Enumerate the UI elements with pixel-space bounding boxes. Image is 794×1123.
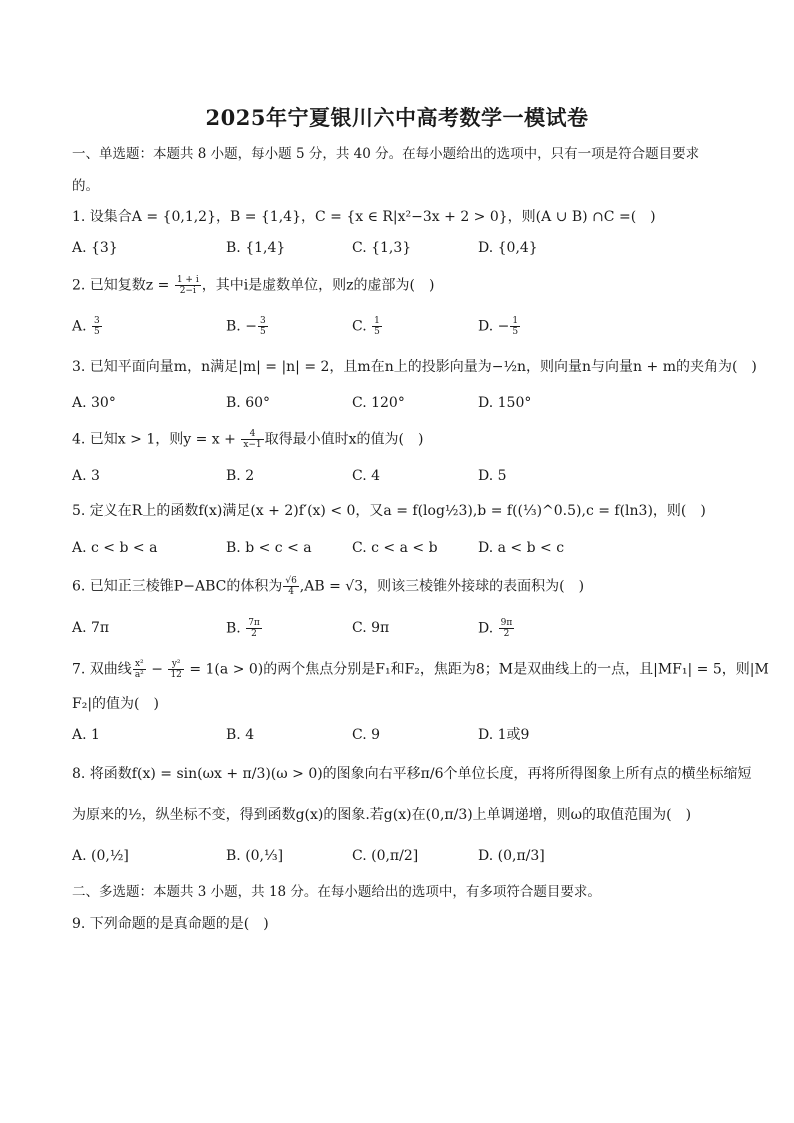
question-4-option-b[interactable]: B. 2 — [226, 468, 255, 484]
question-6-option-c[interactable]: C. 9π — [352, 620, 390, 636]
question-7-option-c[interactable]: C. 9 — [352, 727, 381, 743]
fraction-numerator: √6 — [285, 576, 297, 586]
question-5-option-a[interactable]: A. c < b < a — [72, 540, 158, 556]
option-fraction — [372, 316, 382, 337]
question-2-stem — [72, 275, 434, 296]
option-fraction — [92, 316, 102, 337]
fraction-numerator: 4 — [241, 429, 263, 440]
question-7-fraction-2 — [168, 659, 183, 680]
question-6-stem-end: ,AB = √3，则该三棱锥外接球的表面积为( ) — [299, 578, 585, 595]
question-8-option-c[interactable]: C. (0,π/2] — [352, 848, 419, 864]
question-7-stem-line-2: F₂|的值为( ) — [72, 696, 159, 712]
fraction-denominator: x−1 — [243, 440, 262, 450]
question-2-option-c[interactable] — [352, 316, 383, 337]
option-label: B. — [226, 318, 246, 335]
question-7-stem-start: 7. 双曲线 — [72, 661, 132, 678]
fraction-numerator: 3 — [259, 316, 266, 326]
option-fraction — [258, 316, 268, 337]
fraction-numerator: 9π — [500, 618, 513, 628]
question-3-option-d[interactable]: D. 150° — [478, 395, 532, 411]
question-2-stem-end: ，其中i是虚数单位，则z的虚部为( ) — [201, 277, 435, 294]
question-4-stem-end: 取得最小值时x的值为( ) — [264, 431, 424, 448]
fraction-numerator: x² — [133, 659, 146, 670]
question-2-option-b[interactable] — [226, 316, 269, 337]
question-5-option-b[interactable]: B. b < c < a — [226, 540, 312, 556]
fraction-denominator: 2 — [251, 629, 257, 639]
question-2-option-d[interactable] — [478, 316, 521, 337]
fraction-numerator: 7π — [248, 618, 260, 628]
section-1-header-line-1: 一、单选题：本题共 8 小题，每小题 5 分，共 40 分。在每小题给出的选项中，只有一项是符合题目要求 — [72, 146, 700, 162]
question-6-stem-start: 6. 已知正三棱锥P−ABC的体积为 — [72, 578, 283, 595]
fraction-numerator: 1 + i — [176, 275, 199, 285]
fraction-denominator: 5 — [374, 327, 380, 337]
fraction-numerator: 1 — [512, 316, 519, 326]
option-fraction — [499, 618, 515, 639]
question-4-option-c[interactable]: C. 4 — [352, 468, 381, 484]
option-label: B. — [226, 620, 246, 637]
option-label: D. — [478, 318, 498, 335]
question-3-stem: 3. 已知平面向量m，n满足|m| = |n| = 2，且m在n上的投影向量为−½n，则向量n与向量n + m的夹角为( ) — [72, 359, 757, 375]
question-6-fraction — [283, 576, 298, 597]
question-6-option-b[interactable] — [226, 618, 263, 639]
question-7-fraction-1 — [133, 659, 146, 680]
question-2-stem-start: 2. 已知复数z = — [72, 277, 174, 294]
fraction-denominator: 2−i — [179, 286, 196, 296]
question-3-option-a[interactable]: A. 30° — [72, 395, 116, 411]
option-fraction — [510, 316, 520, 337]
question-6-option-d[interactable] — [478, 618, 515, 639]
question-4-stem-start: 4. 已知x > 1，则y = x + — [72, 431, 241, 448]
option-fraction — [246, 618, 262, 639]
question-1-stem: 1. 设集合A = {0,1,2}，B = {1,4}，C = {x ∈ R|x²−3x + 2 > 0}，则(A ∪ B) ∩C =( ) — [72, 209, 656, 225]
question-3-option-c[interactable]: C. 120° — [352, 395, 405, 411]
question-7-option-b[interactable]: B. 4 — [226, 727, 255, 743]
question-1-option-a[interactable]: A. {3} — [72, 240, 118, 256]
question-5-option-d[interactable]: D. a < b < c — [478, 540, 565, 556]
question-7-stem-end: = 1(a > 0)的两个焦点分别是F₁和F₂，焦距为8；M是双曲线上的一点，且|MF₁| = 5，则|M — [184, 661, 769, 678]
question-1-option-d[interactable]: D. {0,4} — [478, 240, 538, 256]
question-4-stem — [72, 429, 423, 450]
fraction-numerator: 3 — [94, 316, 100, 326]
question-3-option-b[interactable]: B. 60° — [226, 395, 271, 411]
question-8-option-a[interactable]: A. (0,½] — [72, 848, 129, 864]
fraction-numerator: 1 — [374, 316, 380, 326]
section-1-header-line-2: 的。 — [72, 178, 99, 194]
question-7-option-a[interactable]: A. 1 — [72, 727, 100, 743]
question-4-fraction — [241, 429, 263, 450]
question-8-option-d[interactable]: D. (0,π/3] — [478, 848, 545, 864]
question-6-stem — [72, 576, 584, 597]
fraction-denominator: 2 — [503, 629, 510, 639]
question-2-fraction — [175, 275, 201, 296]
option-label: A. — [72, 318, 92, 335]
minus-sign: − — [146, 661, 168, 678]
question-2-option-a[interactable] — [72, 316, 103, 337]
fraction-denominator: 5 — [259, 327, 266, 337]
question-7-option-d[interactable]: D. 1或9 — [478, 727, 530, 743]
fraction-denominator: a² — [134, 670, 144, 680]
question-1-option-c[interactable]: C. {1,3} — [352, 240, 412, 256]
question-5-stem: 5. 定义在R上的函数f(x)满足(x + 2)f′(x) < 0，又a = f(log½3),b = f((⅓)^0.5),c = f(ln3)，则( ) — [72, 503, 706, 519]
option-label: D. — [478, 620, 498, 637]
question-4-option-d[interactable]: D. 5 — [478, 468, 507, 484]
question-8-option-b[interactable]: B. (0,⅓] — [226, 848, 284, 864]
question-4-option-a[interactable]: A. 3 — [72, 468, 100, 484]
fraction-numerator: y² — [168, 659, 183, 670]
question-9-stem: 9. 下列命题的是真命题的是( ) — [72, 916, 269, 932]
fraction-denominator: 4 — [288, 587, 294, 597]
section-2-header: 二、多选题：本题共 3 小题，共 18 分。在每小题给出的选项中，有多项符合题目要求。 — [72, 884, 601, 900]
question-7-stem-line-1 — [72, 659, 769, 680]
option-sign: − — [245, 318, 257, 335]
question-8-stem-line-2: 为原来的½，纵坐标不变，得到函数g(x)的图象.若g(x)在(0,π/3)上单调递增，则ω的取值范围为( ) — [72, 807, 692, 823]
question-1-option-b[interactable]: B. {1,4} — [226, 240, 286, 256]
question-6-option-a[interactable]: A. 7π — [72, 620, 110, 636]
page-title: 2025年宁夏银川六中高考数学一模试卷 — [205, 105, 589, 130]
fraction-denominator: 12 — [170, 670, 182, 680]
option-label: C. — [352, 318, 372, 335]
option-sign: − — [497, 318, 510, 335]
fraction-denominator: 5 — [94, 327, 100, 337]
question-5-option-c[interactable]: C. c < a < b — [352, 540, 438, 556]
fraction-denominator: 5 — [512, 327, 519, 337]
question-8-stem-line-1: 8. 将函数f(x) = sin(ωx + π/3)(ω > 0)的图象向右平移π/6个单位长度，再将所得图象上所有点的横坐标缩短 — [72, 766, 752, 782]
